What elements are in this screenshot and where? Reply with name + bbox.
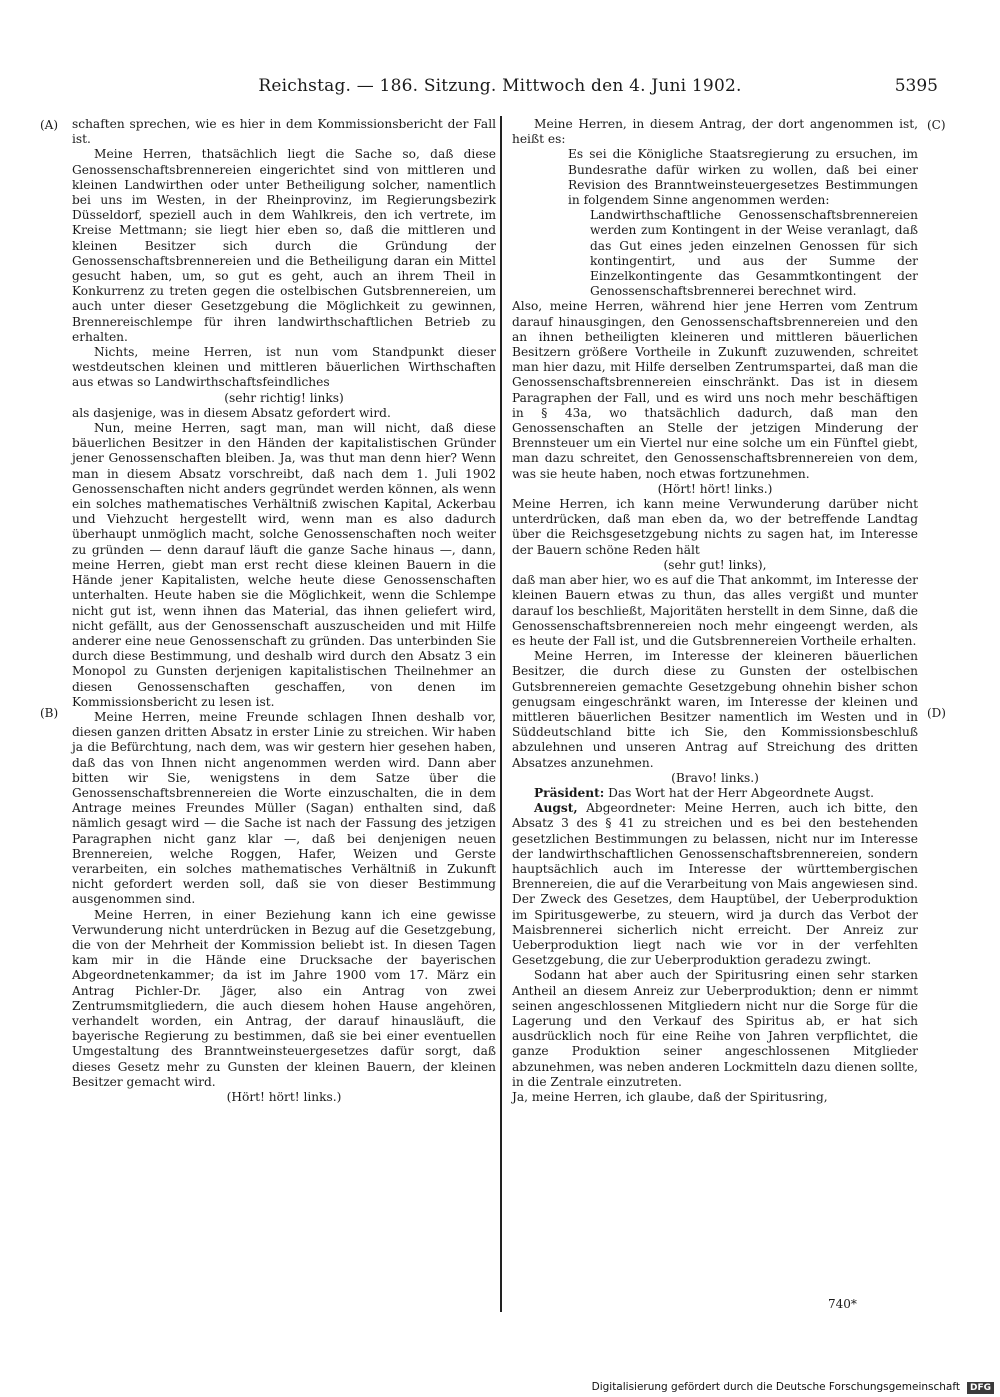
paragraph: als dasjenige, was in diesem Absatz gefordert wird. xyxy=(72,405,391,420)
sheet-number: 740* xyxy=(828,1297,857,1311)
speech-text: Das Wort hat der Herr Abgeordnete Augst. xyxy=(604,785,874,800)
paragraph: Meine Herren, in diesem Antrag, der dort angenommen ist, heißt es: xyxy=(512,117,918,147)
paragraph: schaften sprechen, wie es hier in dem Kommissionsbericht der Fall ist. xyxy=(72,117,496,147)
paragraph: (Hört! hört! links.) xyxy=(226,1090,342,1104)
paragraph: (sehr richtig! links) xyxy=(224,390,344,405)
margin-marker-c: (C) xyxy=(927,118,946,132)
paragraph: Also, meine Herren, während hier jene Herren vom Zentrum darauf hinausgingen, den Genossenschaftsbrennereien und den an ihnen betheiligten kleineren und mittleren bäuerlichen Besitzern größere Vortheile in Zukunft zuzuwenden, schreitet man hier dazu, mit Hilfe derselben Zentrumspartei, daß man die Genossenschaftsbrennereien einschränkt. Das ist in diesem Paragraphen der Fall, und es wird uns noch mehr beschäftigen in § 43a, wo thatsächlich dadurch, daß man den Genossenschaften an Stelle der jetzigen Minderung der Brennsteuer um ein Viertel nur eine solche um ein Fünftel giebt, man dazu schreitet, den Genossenschaftsbrennereien von dem, was sie heute haben, noch etwas fortzunehmen. xyxy=(512,299,918,481)
paragraph: Ja, meine Herren, ich glaube, daß der Spiritusring, xyxy=(512,1090,828,1104)
footer-bar xyxy=(0,1375,1000,1397)
paragraph: Es sei die Königliche Staatsregierung zu ersuchen, im Bundesrathe dafür wirken zu wollen, daß bei einer Revision des Branntweinsteuergesetzes Bestimmungen in folgendem Sinne angenommen werden: xyxy=(568,147,918,208)
paragraph: (Bravo! links.) xyxy=(671,770,759,785)
paragraph xyxy=(512,801,918,968)
paragraph: Meine Herren, thatsächlich liegt die Sache so, daß diese Genossenschaftsbrennereien eingerichtet sind von mittleren und kleinen Landwirthen oder unter Betheiligung solcher, namentlich bei uns im Westen, in der Rheinprovinz, im Regierungsbezirk Düsseldorf, speziell auch in dem Wahlkreis, den ich vertrete, im Kreise Mettmann; sie liegt hier eben so, daß die mittleren und kleinen Besitzer sich durch die Gründung der Genossenschaftsbrennereien und die Betheiligung daran ein Mittel gesucht haben, um, so gut es geht, auch an ihrem Theil in Konkurrenz zu treten gegen die ostelbischen Gutsbrennereien, um auch unter dieser Gesetzgebung die Möglichkeit zu gewinnen, Brennereischlempe für ihren landwirthschaftlichen Betrieb zu erhalten. xyxy=(72,147,496,344)
paragraph: Nun, meine Herren, sagt man, man will nicht, daß diese bäuerlichen Besitzer in den Händen der kapitalistischen Gründer jener Genossenschaften bleiben. Ja, was thut man denn hier? Wenn man in diesem Absatz vorschreibt, daß nach dem 1. Juli 1902 Genossenschaften nicht anders gegründet werden können, als wenn ein solches mathematisches Verhältniß zwischen Kapital, Ackerbau und Viehzucht hergestellt wird, wenn man es also dadurch überhaupt unmöglich macht, solche Genossenschaften noch weiter zu gründen — denn darauf läuft die ganze Sache hinaus —, dann, meine Herren, giebt man erst recht diese kleinen Bauern in die Hände jener Kapitalisten, welche heute diese Genossenschaften unterhalten. Heute haben sie die Möglichkeit, wenn die Schlempe nicht gut ist, wenn ihnen das Material, das ihnen geliefert wird, nicht gefällt, aus der Genossenschaft auszuscheiden und mit Hilfe anderer eine neue Genossenschaft zu gründen. Das unterbinden Sie durch diese Bestimmung, und deshalb wird durch den Absatz 3 ein Monopol zu Gunsten derjenigen kapitalistischen Theilnehmer an diesen Genossenschaften geschaffen, von denen im Kommissionsbericht zu lesen ist. xyxy=(72,421,496,709)
right-text-column xyxy=(512,117,918,1105)
left-text-column xyxy=(72,117,496,1105)
paragraph: Nichts, meine Herren, ist nun vom Standpunkt dieser westdeutschen kleinen und mittleren bäuerlichen Wirthschaften aus etwas so Landwirthschaftsfeindliches xyxy=(72,345,496,390)
dfg-logo: DFG xyxy=(967,1382,994,1394)
paragraph: daß man aber hier, wo es auf die That ankommt, im Interesse der kleinen Bauern etwas zu thun, das alles vergißt und munter darauf los beschließt, Majoritäten herstellt in dem Sinne, daß die Genossenschaftsbrennereien noch mehr eingeengt werden, als es heute der Fall ist, und die Gutsbrennereien Vortheile erhalten. xyxy=(512,573,918,648)
speaker-name: Präsident: xyxy=(534,785,605,800)
paragraph: (Hört! hört! links.) xyxy=(657,481,773,496)
speaker-name: Augst, xyxy=(534,801,578,816)
paragraph: Landwirthschaftliche Genossenschaftsbrennereien werden zum Kontingent in der Weise veranlagt, daß das Gut eines jeden einzelnen Genossen für sich kontingentirt, und aus der Summe der Einzelkontingente das Gesammtkontingent der Genossenschaftsbrennerei berechnet wird. xyxy=(590,208,918,299)
paragraph xyxy=(512,786,918,801)
paragraph: Sodann hat aber auch der Spiritusring einen sehr starken Antheil an diesem Anreiz zur Ueberproduktion; denn er nimmt seinen angeschlossenen Mitgliedern nicht nur die Sorge für die Lagerung und den Verkauf des Spiritus ab, er hat sich ausdrücklich noch für eine Reihe von Jahren verpflichtet, die ganze Produktion seiner angeschlossenen Mitglieder abzunehmen, was neben anderen Lockmitteln dazu dienen sollte, in die Zentrale einzutreten. xyxy=(512,968,918,1089)
paragraph: (sehr gut! links), xyxy=(663,557,767,572)
page-header xyxy=(0,76,1000,100)
margin-marker-d: (D) xyxy=(927,706,946,720)
speech-text: Abgeordneter: Meine Herren, auch ich bitte, den Absatz 3 des § 41 zu streichen und es bei den bestehenden gesetzlichen Bestimmungen zu belassen, nicht nur im Interesse der landwirthschaftlichen Genossenschaftsbrennereien, sondern hauptsächlich auch im Interesse der württembergischen Brennereien, die auf die Verarbeitung von Mais angewiesen sind. Der Zweck des Gesetzes, dem Hauptübel, der Ueberproduktion im Spiritusgewerbe, zu steuern, wird ja durch das Verbot der Maisbrennerei sicherlich nicht erreicht. Der Anreiz zur Ueberproduktion liegt nach wie vor in der verfehlten Gesetzgebung, die zur Ueberproduktion geradezu zwingt. xyxy=(512,801,918,968)
paragraph: Meine Herren, meine Freunde schlagen Ihnen deshalb vor, diesen ganzen dritten Absatz in erster Linie zu streichen. Wir haben ja die Befürchtung, nach dem, was wir gestern hier gesehen haben, daß das von Ihnen nicht angenommen werden wird. Dann aber bitten wir Sie, wenigstens in dem Satze über die Genossenschaftsbrennereien die Worte einzuschalten, die in dem Antrage meines Freundes Müller (Sagan) enthalten sind, daß nämlich gesagt wird — die Sache ist nach der Fassung des jetzigen Paragraphen nicht ganz klar —, daß bei denjenigen neuen Brennereien, welche Roggen, Hafer, Weizen und Gerste verarbeiten, ein solches mathematisches Verhältniß in Zukunft nicht gefordert werden soll, daß sie von dieser Bestimmung ausgenommen sind. xyxy=(72,709,496,907)
column-divider xyxy=(500,116,502,1312)
paragraph: Meine Herren, ich kann meine Verwunderung darüber nicht unterdrücken, daß man eben da, wo der betreffende Landtag über die Reichsgesetzgebung nichts zu sagen hat, im Interesse der Bauern schöne Reden hält xyxy=(512,497,918,557)
margin-marker-b: (B) xyxy=(40,706,59,720)
page-title: Reichstag. — 186. Sitzung. Mittwoch den 4. Juni 1902. xyxy=(258,76,742,96)
page-number: 5395 xyxy=(894,76,938,96)
margin-marker-a: (A) xyxy=(40,118,59,132)
paragraph: Meine Herren, im Interesse der kleineren bäuerlichen Besitzer, die durch diese zu Gunsten der ostelbischen Gutsbrennereien gemachte Gesetzgebung ohnehin bisher schon genugsam eingeschränkt waren, im Interesse der kleinen und mittleren bäuerlichen Besitzer namentlich im Westen und in Süddeutschland bitte ich Sie, den Kommissionsbeschluß abzulehnen und unseren Antrag auf Streichung des dritten Absatzes anzunehmen. xyxy=(512,649,918,770)
digitization-note: Digitalisierung gefördert durch die Deutsche Forschungsgemeinschaft xyxy=(591,1381,960,1393)
paragraph: Meine Herren, in einer Beziehung kann ich eine gewisse Verwunderung nicht unterdrücken in Bezug auf die Gesetzgebung, die von der Mehrheit der Kommission beliebt ist. In diesen Tagen kam mir in die Hände eine Drucksache der bayerischen Abgeordnetenkammer; da ist im Jahre 1900 vom 17. März ein Antrag Pichler-Dr. Jäger, also ein Antrag von zwei Zentrumsmitgliedern, die auch diesem hohen Hause angehören, verhandelt worden, ein Antrag, der darauf hinausläuft, die bayerische Regierung zu bestimmen, daß sie bei einer eventuellen Umgestaltung des Branntweinsteuergesetzes dafür sorgt, daß dieses Gesetz mehr zu Gunsten der kleinen Bauern, der kleinen Besitzer gemacht wird. xyxy=(72,907,496,1089)
